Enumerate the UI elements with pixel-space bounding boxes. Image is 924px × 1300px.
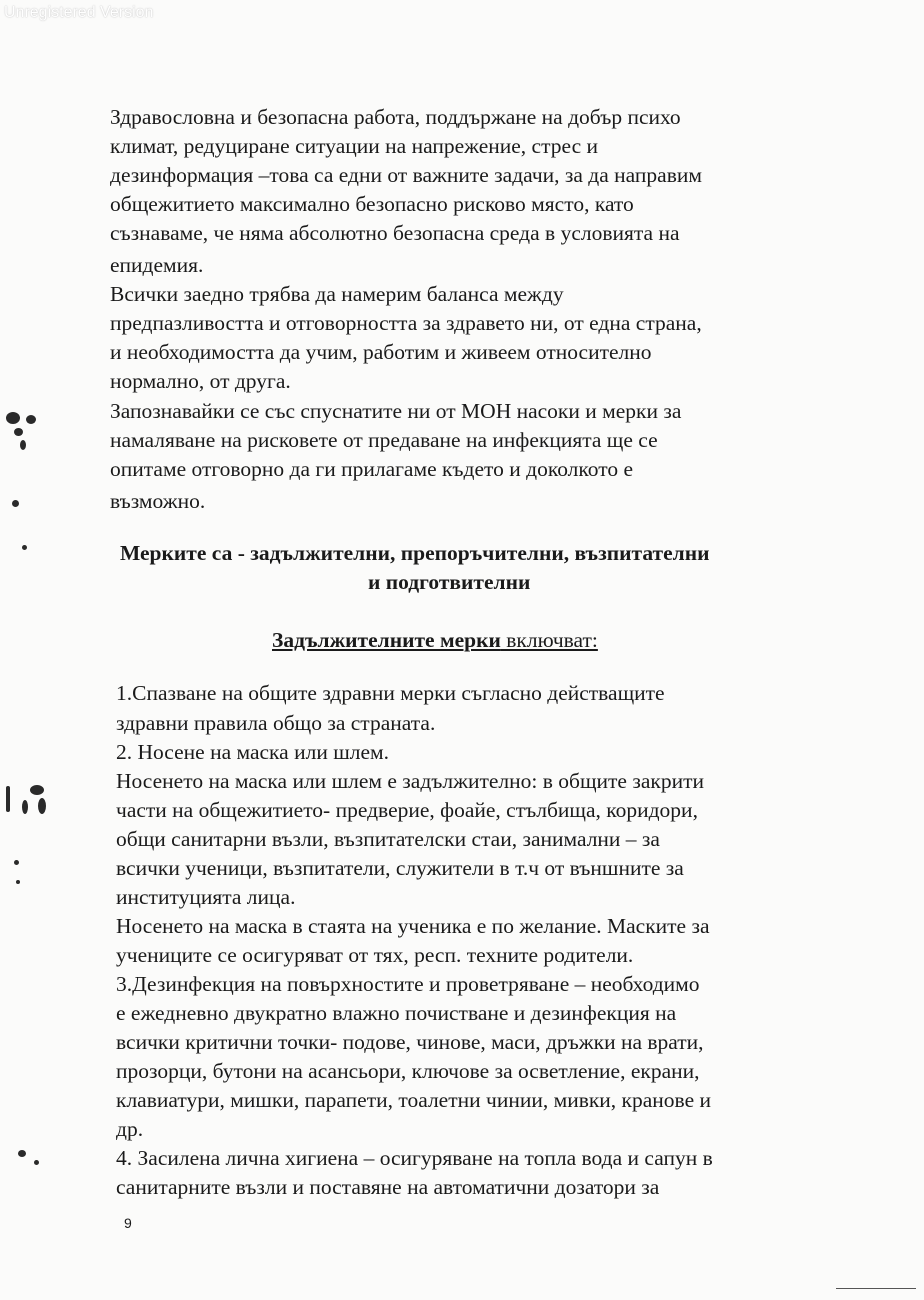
list-line: санитарните възли и поставяне на автоматични дозатори за [116, 1175, 660, 1199]
text-line: възможно. [110, 489, 206, 513]
list-line: е ежедневно двукратно влажно почистване и дезинфекция на [116, 1001, 677, 1025]
text-line: епидемия. [110, 253, 204, 277]
list-line: 4. Засилена лична хигиена – осигуряване на топла вода и сапун в [116, 1146, 713, 1170]
list-line: Носенето на маска или шлем е задължително: в общите закрити [116, 769, 704, 793]
text-line: общежитието максимално безопасно рисково място, като [110, 192, 634, 216]
subheading-normal: включват: [500, 628, 598, 652]
list-line: всички критични точки- подове, чинове, маси, дръжки на врати, [116, 1030, 704, 1054]
text-line: Здравословна и безопасна работа, поддържане на добър психо [110, 105, 681, 129]
edge-line [836, 1288, 916, 1289]
text-line: дезинформация –това са едни от важните задачи, за да направим [110, 163, 702, 187]
list-line: 3.Дезинфекция на повърхностите и проветряване – необходимо [116, 972, 700, 996]
list-line: здравни правила общо за страната. [116, 711, 436, 735]
list-line: учениците се осигуряват от тях, респ. техните родители. [116, 943, 634, 967]
text-line: нормално, от друга. [110, 369, 291, 393]
text-line: намаляване на рисковете от предаване на инфекцията ще се [110, 428, 658, 452]
watermark: Unregistered Version [4, 4, 154, 21]
list-line: части на общежитието- предверие, фоайе, стълбища, коридори, [116, 798, 698, 822]
text-line: предпазливостта и отговорността за здравето ни, от една страна, [110, 311, 702, 335]
list-line: прозорци, бутони на асансьори, ключове за осветление, екрани, [116, 1059, 700, 1083]
list-line: Носенето на маска в стаята на ученика е по желание. Маските за [116, 914, 710, 938]
list-line: всички ученици, възпитатели, служители в т.ч от външните за [116, 856, 684, 880]
list-line: общи санитарни възли, възпитателски стаи, занимални – за [116, 827, 660, 851]
list-line: 2. Носене на маска или шлем. [116, 740, 390, 764]
list-line: клавиатури, мишки, парапети, тоалетни чинии, мивки, кранове и [116, 1088, 711, 1112]
list-line: институцията лица. [116, 885, 296, 909]
mandatory-measures-heading [272, 627, 598, 653]
list-line: др. [116, 1117, 144, 1141]
text-line: опитаме отговорно да ги прилагаме където и доколкото е [110, 457, 633, 481]
text-line: Всички заедно трябва да намерим баланса между [110, 282, 564, 306]
list-line: 1.Спазване на общите здравни мерки съгласно действащите [116, 681, 665, 705]
text-line: климат, редуциране ситуации на напрежение, стрес и [110, 134, 599, 158]
text-line: съзнаваме, че няма абсолютно безопасна среда в условията на [110, 221, 680, 245]
heading-line: Мерките са - задължителни, препоръчителни, възпитателни [120, 541, 710, 565]
page-number: 9 [124, 1215, 132, 1231]
heading-line: и подготвителни [368, 570, 531, 594]
text-line: и необходимостта да учим, работим и живеем относително [110, 340, 652, 364]
text-line: Запознавайки се със спуснатите ни от МОН насоки и мерки за [110, 399, 682, 423]
subheading-bold: Задължителните мерки [272, 628, 501, 652]
